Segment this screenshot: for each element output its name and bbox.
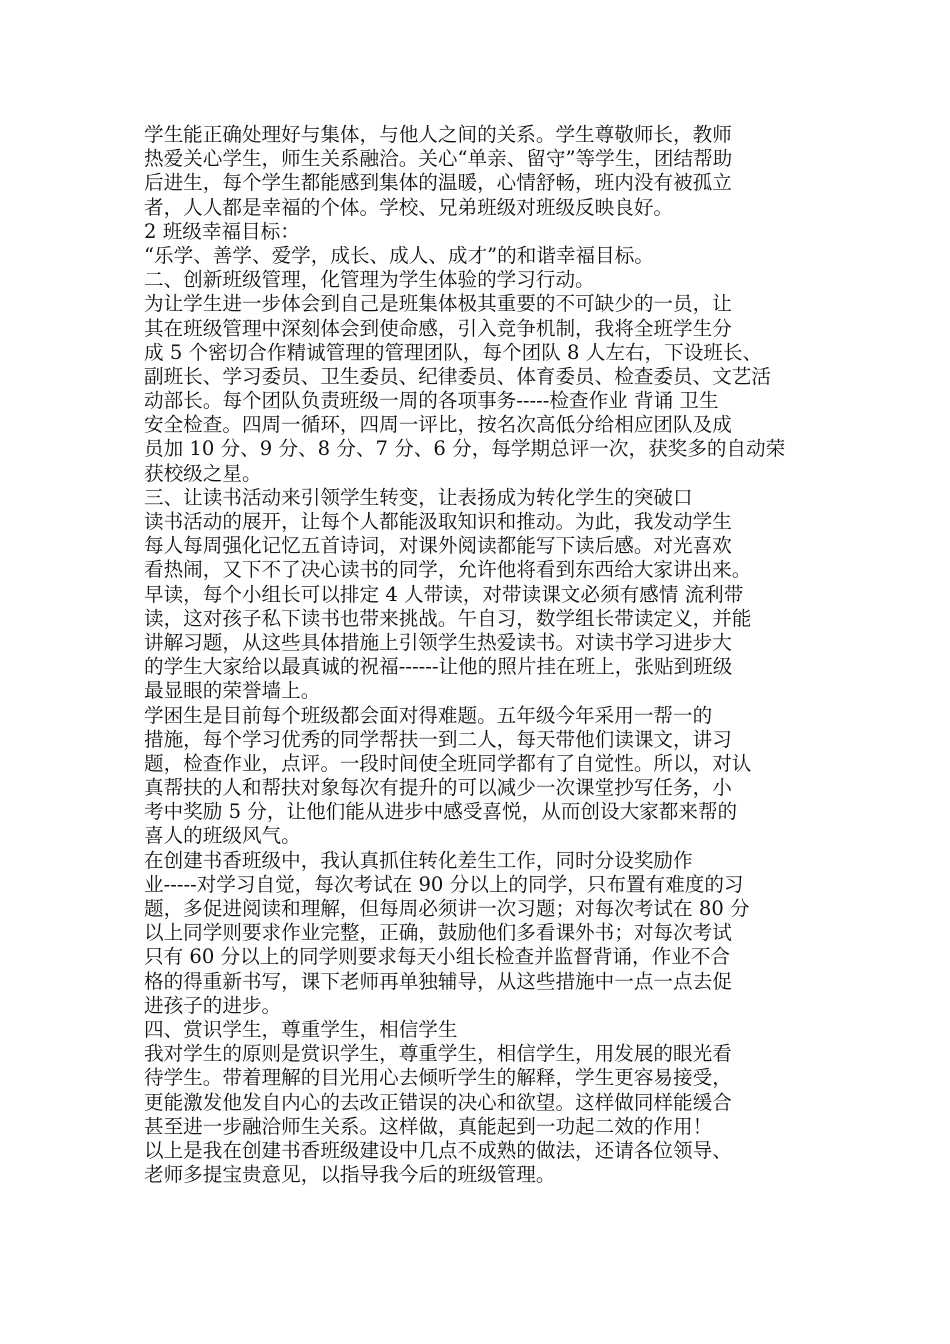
text-line: 的学生大家给以最真诚的祝福------让他的照片挂在班上，张贴到班级	[144, 655, 733, 679]
text-line: 读书活动的展开，让每个人都能汲取知识和推动。为此，我发动学生	[144, 510, 732, 533]
document-body	[144, 123, 810, 1187]
text-line: 为让学生进一步体会到自己是班集体极其重要的不可缺少的一员，让	[144, 292, 732, 316]
text-line: 读，这对孩子私下读书也带来挑战。午自习，数学组长带读定义，并能	[144, 606, 752, 630]
text-line: 甚至进一步融洽师生关系。这样做，真能起到一功起二效的作用！	[144, 1114, 713, 1138]
text-line: 待学生。带着理解的目光用心去倾听学生的解释，学生更容易接受，	[144, 1066, 732, 1090]
text-line: 题，多促进阅读和理解，但每周必须讲一次习题；对每次考试在 80 分	[144, 897, 750, 920]
text-line: 措施，每个学习优秀的同学帮扶一到二人，每天带他们读课文，讲习	[144, 727, 732, 751]
text-line: 喜人的班级风气。	[144, 824, 301, 848]
text-line: 老师多提宝贵意见，以指导我今后的班级管理。	[144, 1163, 556, 1187]
text-line: 题，检查作业，点评。一段时间使全班同学都有了自觉性。所以，对认	[144, 751, 752, 775]
text-line: 每人每周强化记忆五首诗词，对课外阅读都能写下读后感。对光喜欢	[144, 534, 732, 558]
text-line: 2 班级幸福目标：	[144, 219, 300, 243]
text-line: 四、赏识学生，尊重学生，相信学生	[144, 1017, 458, 1041]
text-line: 其在班级管理中深刻体会到使命感，引入竞争机制，我将全班学生分	[144, 316, 732, 340]
text-line: 最显眼的荣誉墙上。	[144, 679, 321, 703]
text-line: 热爱关心学生，师生关系融洽。关心“单亲、留守”等学生，团结帮助	[144, 147, 733, 171]
text-line: “乐学、善学、爱学，成长、成人、成才”的和谐幸福目标。	[144, 243, 654, 267]
text-line: 以上同学则要求作业完整，正确，鼓励他们多看课外书；对每次考试	[144, 921, 732, 945]
text-line: 安全检查。四周一循环，四周一评比，按名次高低分给相应团队及成	[144, 413, 732, 437]
text-line: 看热闹，又下不了决心读书的同学，允许他将看到东西给大家讲出来。	[144, 558, 752, 582]
text-line: 学困生是目前每个班级都会面对得难题。五年级今年采用一帮一的	[144, 703, 713, 727]
text-line: 三、让读书活动来引领学生转变，让表扬成为转化学生的突破口	[144, 485, 693, 509]
text-line: 副班长、学习委员、卫生委员、纪律委员、体育委员、检查委员、文艺活	[144, 364, 771, 388]
text-line: 我对学生的原则是赏识学生，尊重学生，相信学生，用发展的眼光看	[144, 1042, 732, 1066]
text-line: 二、创新班级管理，化管理为学生体验的学习行动。	[144, 268, 595, 292]
text-line: 业-----对学习自觉，每次考试在 90 分以上的同学，只布置有难度的习	[144, 872, 744, 896]
text-line: 考中奖励 5 分，让他们能从进步中感受喜悦，从而创设大家都来帮的	[144, 800, 738, 824]
text-line: 更能激发他发自内心的去改正错误的决心和欲望。这样做同样能缓合	[144, 1090, 732, 1114]
text-line: 格的得重新书写，课下老师再单独辅导，从这些措施中一点一点去促	[144, 969, 732, 993]
text-line: 动部长。每个团队负责班级一周的各项事务-----检查作业 背诵 卫生	[144, 389, 719, 413]
text-line: 讲解习题，从这些具体措施上引领学生热爱读书。对读书学习进步大	[144, 630, 732, 654]
text-line: 者，人人都是幸福的个体。学校、兄弟班级对班级反映良好。	[144, 195, 674, 219]
text-line: 真帮扶的人和帮扶对象每次有提升的可以减少一次课堂抄写任务，小	[144, 776, 732, 800]
text-line: 进孩子的进步。	[144, 993, 282, 1017]
text-line: 获校级之星。	[144, 461, 262, 485]
text-line: 员加 10 分、9 分、8 分、7 分、6 分，每学期总评一次，获奖多的自动荣	[144, 437, 786, 461]
text-line: 在创建书香班级中，我认真抓住转化差生工作，同时分设奖励作	[144, 848, 693, 872]
text-line: 早读，每个小组长可以排定 4 人带读，对带读课文必须有感情 流利带	[144, 582, 744, 606]
text-line: 学生能正确处理好与集体，与他人之间的关系。学生尊敬师长，教师	[144, 123, 732, 146]
text-line: 后进生，每个学生都能感到集体的温暖，心情舒畅，班内没有被孤立	[144, 171, 732, 195]
text-line: 以上是我在创建书香班级建设中几点不成熟的做法，还请各位领导、	[144, 1138, 732, 1162]
text-line: 成 5 个密切合作精诚管理的管理团队，每个团队 8 人左右，下设班长、	[144, 340, 763, 364]
text-line: 只有 60 分以上的同学则要求每天小组长检查并监督背诵，作业不合	[144, 945, 731, 969]
